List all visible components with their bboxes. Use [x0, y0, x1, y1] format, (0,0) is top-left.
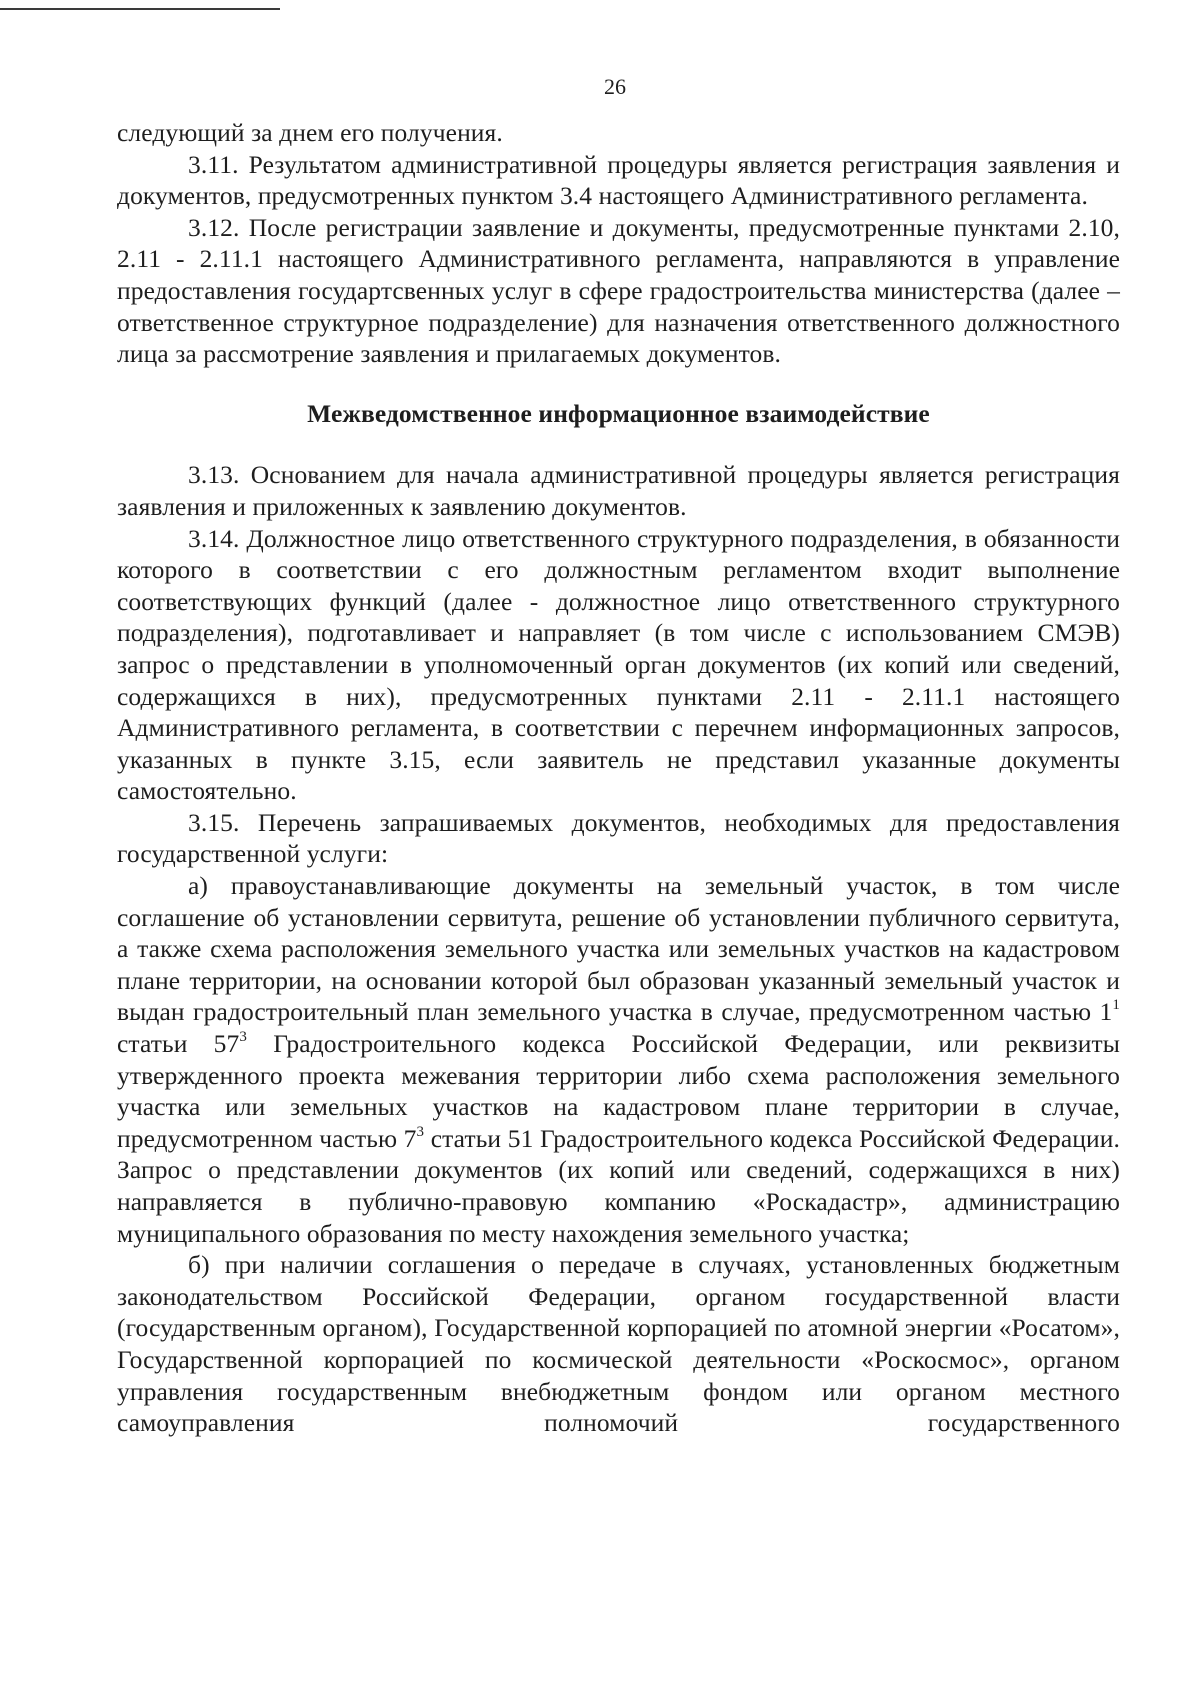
superscript-1: 1	[1112, 997, 1120, 1014]
paragraph-3-12: 3.12. После регистрации заявление и документы, предусмотренные пунктами 2.10, 2.11 - 2.11.1 настоящего Административного регламента, направляются в управление предоставления государтсвенных услуг в сфере градостроительства министерства (далее – ответственное структурное подразделение) для назначения ответственного должностного лица за рассмотрение заявления и прилагаемых документов.	[117, 212, 1120, 369]
paragraph-3-11: 3.11. Результатом административной процедуры является регистрация заявления и документов, предусмотренных пунктом 3.4 настоящего Административного регламента.	[117, 149, 1120, 211]
document-body	[117, 117, 1120, 1439]
superscript-3-b: 3	[416, 1123, 425, 1140]
paragraph-3-14: 3.14. Должностное лицо ответственного структурного подразделения, в обязанности которого в соответствии с его должностным регламентом входит выполнение соответствующих функций (далее - должностное лицо ответственного структурного подразделения), подготавливает и направляет (в том числе с использованием СМЭВ) запрос о представлении в уполномоченный орган документов (их копий или сведений, содержащихся в них), предусмотренных пунктами 2.11 - 2.11.1 настоящего Административного регламента, в соответствии с перечнем информационных запросов, указанных в пункте 3.15, если заявитель не представил указанные документы самостоятельно.	[117, 523, 1120, 806]
superscript-3: 3	[239, 1029, 247, 1046]
section-heading: Межведомственное информационное взаимодействие	[307, 398, 930, 428]
top-border-line	[0, 8, 280, 10]
list-item-a-part1: а) правоустанавливающие документы на земельный участок, в том числе соглашение об установлении сервитута, решение об установлении публичного сервитута, а также схема расположения земельного участка или земельных участков на кадастровом плане территории, на основании которой был образован указанный земельный участок и выдан градостроительный план земельного участка в случае, предусмотренном частью 1	[117, 871, 1120, 1027]
list-item-a-part3: Градостроительного кодекса Российской Федерации, или реквизиты утвержденного проекта межевания территории либо схема расположения земельного участка или земельных участков на кадастровом плане территории в случае, предусмотренном частью 7	[117, 1029, 1120, 1153]
list-item-a-part4: статьи 51 Градостроительного кодекса Российской Федерации. Запрос о представлении документов (их копий или сведений, содержащихся в них) направляется в публично-правовую компанию «Роскадастр», администрацию муниципального образования по месту нахождения земельного участка;	[117, 1123, 1120, 1248]
paragraph-continuation: следующий за днем его получения.	[117, 118, 503, 147]
list-item-b: б) при наличии соглашения о передаче в случаях, установленных бюджетным законодательством Российской Федерации, органом государственной власти (государственным органом), Государственной корпорацией по атомной энергии «Росатом», Государственной корпорацией по космической деятельности «Роскосмос», органом управления государственным внебюджетным фондом или органом местного самоуправления полномочий государственного	[117, 1250, 1120, 1438]
paragraph-3-13: 3.13. Основанием для начала административной процедуры является регистрация заявления и приложенных к заявлению документов.	[117, 460, 1120, 521]
list-item-a	[117, 870, 1120, 1249]
page-number: 26	[604, 74, 626, 99]
paragraph-3-15: 3.15. Перечень запрашиваемых документов, необходимых для предоставления государственной услуги:	[117, 807, 1120, 869]
list-item-a-part2: статьи 57	[117, 1029, 240, 1059]
